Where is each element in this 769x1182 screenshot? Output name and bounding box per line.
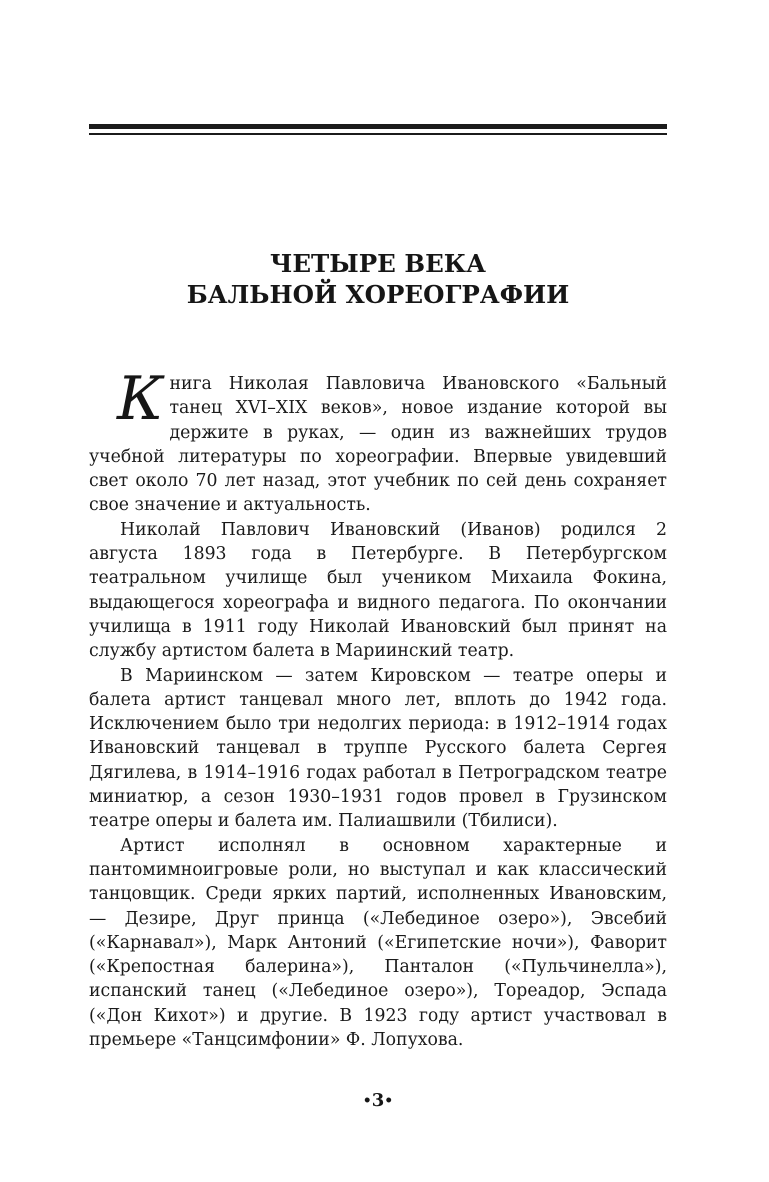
page-number-dot-right: • (384, 1093, 394, 1109)
page-number (89, 1090, 667, 1111)
paragraph-1-text: нига Николая Павловича Ивановского «Бальный танец XVI–XIX веков», новое издание которой вы держите в руках, — один из важнейших трудов учебной литературы по хореографии. Впервые увидевший свет около 70 лет назад, этот учебник по сей день сохраняет свое значение и актуальность. (89, 374, 667, 516)
paragraph-2: Николай Павлович Ивановский (Иванов) родился 2 августа 1893 года в Петербурге. В Петербургском театральном училище был учеником Михаила Фокина, выдающегося хореографа и видного педагога. По окончании училища в 1911 году Николай Ивановский был принят на службу артистом балета в Мариинский театр. (89, 519, 667, 662)
chapter-title-line-1: ЧЕТЫРЕ ВЕКА (270, 249, 486, 278)
header-rule-thin (89, 133, 667, 135)
body-text (89, 364, 667, 1052)
page-number-dot-left: • (362, 1093, 372, 1109)
drop-cap: К (117, 364, 164, 434)
header-rule-thick (89, 124, 667, 129)
paragraph-4: Артист исполнял в основном характерные и пантомимноигровые роли, но выступал и как классический танцовщик. Среди ярких партий, исполненных Ивановским, — Дезире, Друг принца («Лебединое озеро»), Эвсебий («Карнавал»), Марк Антоний («Египетские ночи»), Фаворит («Крепостная балерина»), Панталон («Пульчинелла»), испанский танец («Лебединое озеро»), Тореадор, Эспада («Дон Кихот») и другие. В 1923 году артист участвовал в премьере «Танцсимфонии» Ф. Лопухова. (89, 835, 667, 1051)
paragraph-1 (89, 364, 667, 518)
paragraph-3: В Мариинском — затем Кировском — театре оперы и балета артист танцевал много лет, вплоть до 1942 года. Исключением было три недолгих периода: в 1912–1914 годах Ивановский танцевал в труппе Русского балета Сергея Дягилева, в 1914–1916 годах работал в Петроградском театре миниатюр, а сезон 1930–1931 годов провел в Грузинском театре оперы и балета им. Палиашвили (Тбилиси). (89, 665, 667, 832)
chapter-title (89, 248, 667, 310)
chapter-title-line-2: БАЛЬНОЙ ХОРЕОГРАФИИ (186, 280, 570, 309)
page-number-value: 3 (371, 1090, 385, 1111)
